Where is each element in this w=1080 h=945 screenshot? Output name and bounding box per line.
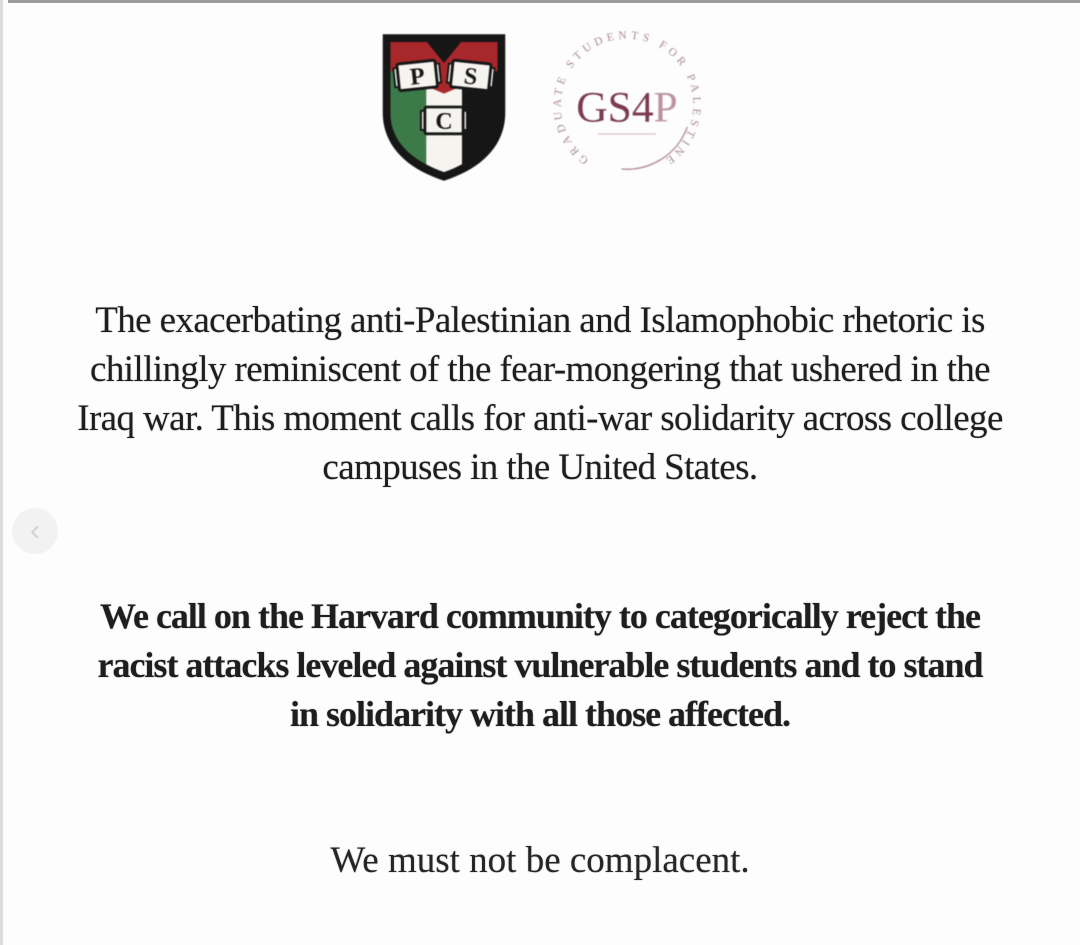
statement-line: Iraq war. This moment calls for anti-war solidarity across college — [77, 398, 1003, 439]
shield-book-c — [421, 107, 467, 135]
statement-paragraph-2 — [0, 592, 1080, 739]
statement-paragraph-3 — [0, 836, 1080, 885]
shield-book-s — [446, 60, 495, 93]
statement-line: We must not be complacent. — [330, 840, 750, 881]
statement-paragraph-1 — [0, 296, 1080, 492]
statement-line: The exacerbating anti-Palestinian and Islamophobic rhetoric is — [95, 300, 985, 341]
seal-p: P — [653, 83, 678, 132]
seal-gs4: GS4 — [576, 83, 654, 132]
top-border-line — [8, 0, 1080, 3]
book-letter-s: S — [462, 63, 479, 91]
shield-book-p — [393, 60, 442, 93]
psc-shield-logo — [377, 28, 511, 186]
carousel-prev-button[interactable] — [12, 508, 58, 554]
book-letter-c: C — [435, 109, 453, 136]
statement-line: campuses in the United States. — [322, 447, 758, 488]
book-letter-p: P — [408, 63, 426, 91]
gs4p-seal-logo — [538, 16, 716, 194]
chevron-left-icon: ‹ — [30, 514, 40, 547]
statement-line: in solidarity with all those affected. — [290, 694, 790, 734]
statement-line: racist attacks leveled against vulnerable students and to stand — [97, 645, 983, 685]
seal-ring-text: GRADUATE STUDENTS FOR PALESTINE — [551, 29, 703, 169]
statement-line: We call on the Harvard community to categorically reject the — [99, 596, 981, 636]
statement-line: chillingly reminiscent of the fear-mongering that ushered in the — [90, 349, 990, 390]
seal-center-text — [576, 84, 677, 132]
